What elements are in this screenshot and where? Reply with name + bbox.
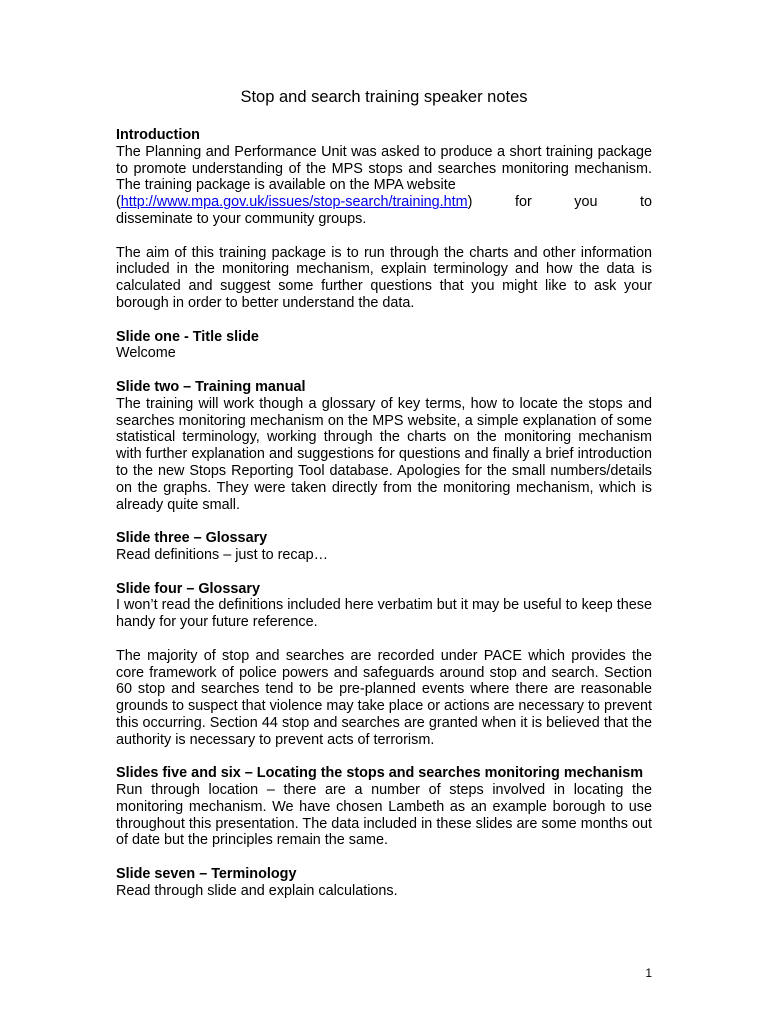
slide-two-text: The training will work though a glossary of key terms, how to locate the stops and searches monitoring mechanism on the MPS website, a simple explanation of some statistical terminology, working through the charts on the monitoring mechanism with further explanation and suggestions for questions and finally a brief introduction to the new Stops Reporting Tool database. Apologies for the small numbers/details on the graphs. They were taken directly from the monitoring mechanism, which is already quite small. <box>116 395 652 513</box>
word-for: for <box>514 194 532 211</box>
intro-paragraph-1-end: disseminate to your community groups. <box>116 210 367 227</box>
slides-five-six-text: Run through location – there are a number of steps involved in locating the monitoring mechanism. We have chosen Lambeth as an example borough to use throughout this presentation. The data included in these slides are some months out of date but the principles remain the same. <box>116 782 652 849</box>
intro-link-line <box>116 194 652 211</box>
document-page <box>116 0 652 1024</box>
slide-four-paragraph-2: The majority of stop and searches are recorded under PACE which provides the core framework of police powers and safeguards around stop and search. Section 60 stop and searches tend to be pre-planned events where there are reasonable grounds to suspect that violence may take place or actions are necessary to prevent this occurring. Section 44 stop and searches are granted when it is believed that the authority is necessary to prevent acts of terrorism. <box>116 647 652 748</box>
slide-seven-text: Read through slide and explain calculations. <box>116 882 398 899</box>
open-paren: ( <box>116 194 121 211</box>
spacer <box>116 849 652 866</box>
intro-paragraph-1 <box>116 144 652 194</box>
training-package-link[interactable]: http://www.mpa.gov.uk/issues/stop-search/training.htm <box>120 194 468 211</box>
page-number: 1 <box>645 966 652 980</box>
heading-slides-five-six: Slides five and six – Locating the stops and searches monitoring mechanism <box>116 765 644 782</box>
heading-slide-seven: Slide seven – Terminology <box>116 866 297 883</box>
heading-slide-two: Slide two – Training manual <box>116 378 306 395</box>
slide-one-text: Welcome <box>116 345 176 362</box>
word-to: to <box>639 194 652 211</box>
section-slide-four <box>116 581 652 749</box>
section-slide-one <box>116 329 652 363</box>
intro-paragraph-1-text: The Planning and Performance Unit was asked to produce a short training package to promote understanding of the MPS stops and searches monitoring mechanism. The training package is available on the MPA website <box>116 143 652 194</box>
document-body <box>116 127 652 900</box>
spacer <box>116 564 652 581</box>
section-introduction <box>116 127 652 312</box>
intro-paragraph-2: The aim of this training package is to run through the charts and other information included in the monitoring mechanism, explain terminology and how the data is calculated and suggest some further questions that you might like to ask your borough in order to better understand the data. <box>116 244 652 311</box>
link-line-left <box>116 194 472 211</box>
word-you: you <box>574 194 598 211</box>
close-paren: ) <box>467 194 473 211</box>
slide-four-paragraph-1: I won’t read the definitions included here verbatim but it may be useful to keep these handy for your future reference. <box>116 597 652 631</box>
slide-three-text: Read definitions – just to recap… <box>116 546 328 563</box>
spacer <box>116 228 652 245</box>
heading-introduction: Introduction <box>116 127 200 143</box>
section-slides-five-six <box>116 765 652 849</box>
section-slide-two <box>116 379 652 513</box>
spacer <box>116 312 652 329</box>
spacer <box>116 362 652 379</box>
section-slide-seven <box>116 866 652 900</box>
spacer <box>116 631 652 648</box>
document-title: Stop and search training speaker notes <box>240 88 528 106</box>
heading-slide-one: Slide one - Title slide <box>116 328 259 345</box>
spacer <box>116 513 652 530</box>
spacer <box>116 748 652 765</box>
section-slide-three <box>116 530 652 564</box>
heading-slide-three: Slide three – Glossary <box>116 530 268 547</box>
heading-slide-four: Slide four – Glossary <box>116 580 260 597</box>
